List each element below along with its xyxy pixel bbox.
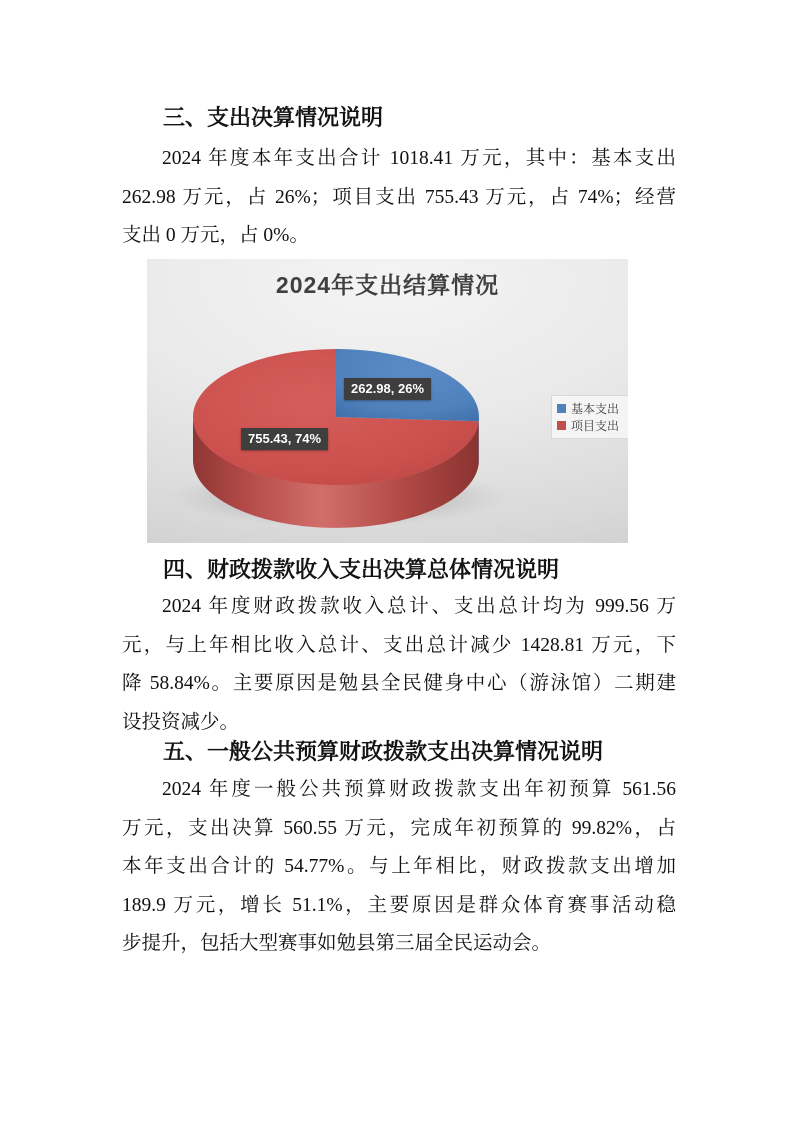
chart-legend: [551, 395, 628, 439]
section-3-paragraph: [122, 140, 676, 256]
paragraph-line: 降 58.84%。主要原因是勉县全民健身中心（游泳馆）二期建: [122, 673, 676, 694]
expenditure-pie-chart: [147, 259, 628, 543]
paragraph-line: 2024 年度本年支出合计 1018.41 万元，其中：基本支出: [162, 148, 676, 169]
paragraph-line: 步提升，包括大型赛事如勉县第三届全民运动会。: [122, 933, 552, 954]
legend-swatch-blue-icon: [557, 404, 566, 413]
paragraph-line: 2024 年度一般公共预算财政拨款支出年初预算 561.56: [162, 779, 676, 800]
paragraph-line: 设投资减少。: [122, 711, 240, 733]
section-4-paragraph: [122, 588, 676, 742]
paragraph-line: 262.98 万元，占 26%；项目支出 755.43 万元，占 74%；经营: [122, 186, 676, 208]
paragraph-line: 本年支出合计的 54.77%。与上年相比，财政拨款支出增加: [122, 856, 676, 877]
section-5-heading: 五、一般公共预算财政拨款支出决算情况说明: [163, 739, 604, 764]
legend-item-basic: [557, 400, 625, 417]
section-4-heading: 四、财政拨款收入支出决算总体情况说明: [163, 557, 560, 582]
paragraph-line: 元，与上年相比收入总计、支出总计减少 1428.81 万元，下: [122, 634, 676, 656]
paragraph-line: 支出 0 万元，占 0%。: [122, 225, 309, 246]
chart-title: 2024年支出结算情况: [275, 272, 500, 298]
paragraph-line: 2024 年度财政拨款收入总计、支出总计均为 999.56 万: [162, 596, 676, 617]
section-3-heading: 三、支出决算情况说明: [163, 105, 384, 130]
paragraph-line: 189.9 万元，增长 51.1%，主要原因是群众体育赛事活动稳: [122, 894, 676, 916]
legend-swatch-red-icon: [557, 421, 566, 430]
legend-item-project: [557, 417, 625, 434]
data-label-basic: 262.98, 26%: [344, 378, 431, 400]
data-label-project: 755.43, 74%: [241, 428, 328, 450]
paragraph-line: 万元，支出决算 560.55 万元，完成年初预算的 99.82%，占: [122, 817, 676, 839]
section-5-paragraph: [122, 771, 676, 964]
legend-label: 基本支出: [571, 402, 620, 416]
legend-label: 项目支出: [571, 419, 620, 433]
